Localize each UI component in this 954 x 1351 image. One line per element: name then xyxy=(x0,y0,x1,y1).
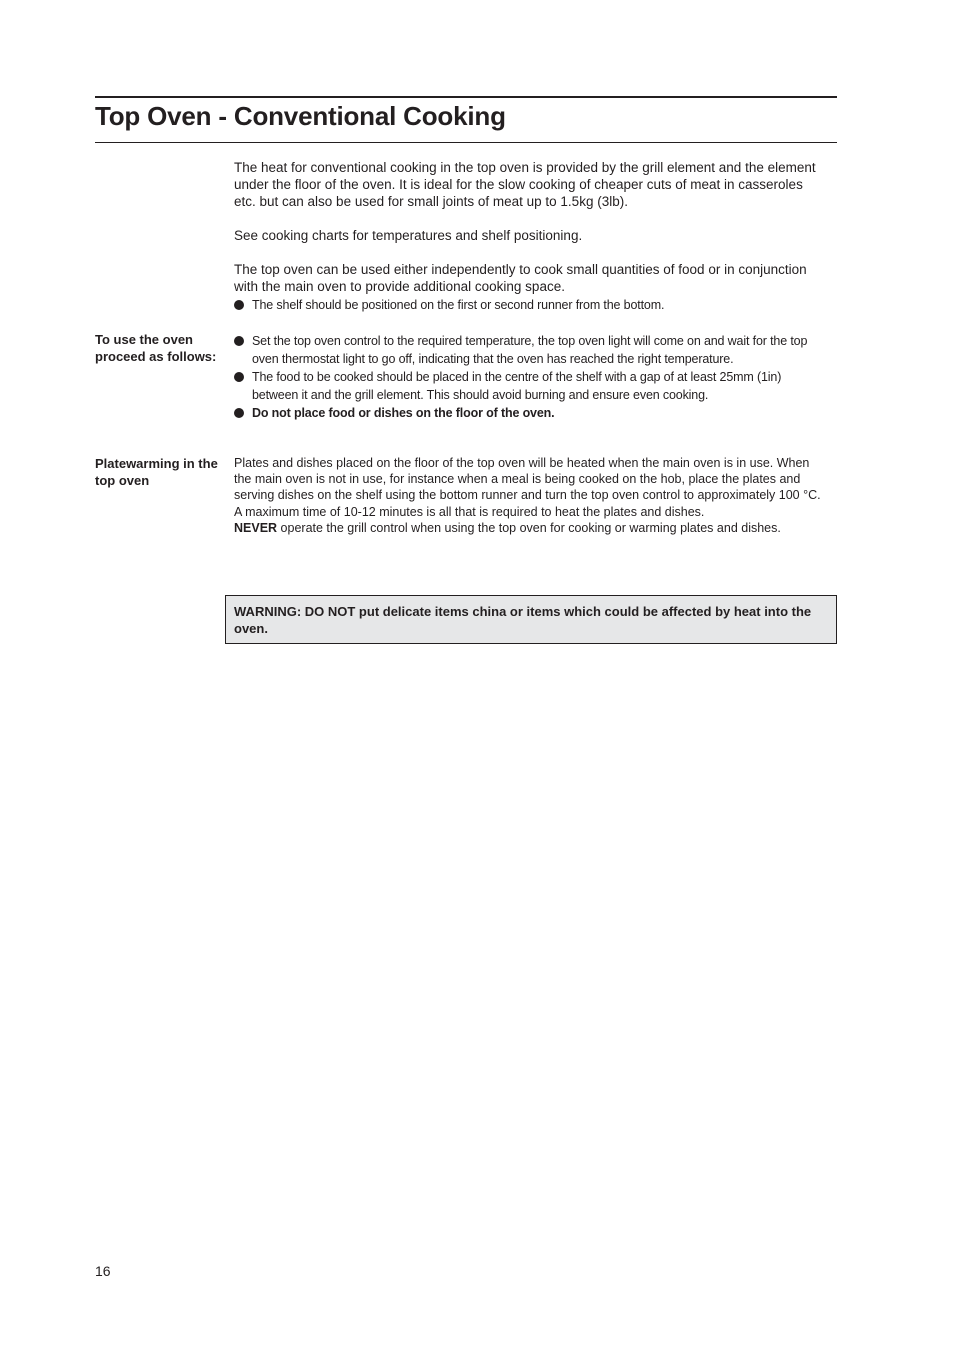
use-oven-label: To use the oven proceed as follows: xyxy=(95,332,217,364)
bullet-dot-icon xyxy=(234,408,244,418)
never-emphasis: NEVER xyxy=(234,520,278,535)
intro-paragraph-2-wrap xyxy=(234,227,826,244)
warning-box xyxy=(225,595,837,644)
use-oven-bullets xyxy=(234,332,826,422)
bullet-dot-icon xyxy=(234,300,244,310)
title-top-rule xyxy=(95,96,837,98)
page-number: 16 xyxy=(95,1263,111,1279)
never-text: operate the grill control when using the top oven for cooking or warming plates and dishes. xyxy=(277,520,781,535)
bullet-dot-icon xyxy=(234,336,244,346)
platewarming-section xyxy=(234,455,826,536)
use-oven-bullet-1: Set the top oven control to the required temperature, the top oven light will come on and wait for the top oven thermostat light to go off, indicating that the oven has reached the right temperature. xyxy=(252,334,808,366)
list-item xyxy=(234,368,826,404)
list-item xyxy=(234,332,826,368)
intro-paragraph-2: See cooking charts for temperatures and shelf positioning. xyxy=(234,228,583,243)
warning-text: WARNING: DO NOT put delicate items china or items which could be affected by heat into the oven. xyxy=(234,604,812,636)
use-oven-bullet-3: Do not place food or dishes on the floor of the oven. xyxy=(252,406,555,420)
use-oven-bullet-2: The food to be cooked should be placed in the centre of the shelf with a gap of at least 25mm (1in) between it and the grill element. This should avoid burning and ensure even cooking. xyxy=(252,370,782,402)
intro-bullet-text: The shelf should be positioned on the first or second runner from the bottom. xyxy=(252,298,665,312)
intro-paragraph-3-wrap xyxy=(234,261,826,295)
list-item xyxy=(234,404,826,422)
intro-paragraph-3: The top oven can be used either independently to cook small quantities of food or in conjunction with the main oven to provide additional cooking space. xyxy=(234,262,807,294)
intro-bullet-wrap xyxy=(234,296,826,314)
platewarming-never-line xyxy=(234,520,826,536)
intro-section xyxy=(234,159,826,210)
page-title: Top Oven - Conventional Cooking xyxy=(95,101,506,131)
title-bottom-rule xyxy=(95,142,837,143)
platewarming-label: Platewarming in the top oven xyxy=(95,456,218,488)
platewarming-text: Plates and dishes placed on the floor of the top oven will be heated when the main oven is in use. When the main oven is not in use, for instance when a meal is being cooked on the hob, place the plates and serving dishes on the shelf using the bottom runner and turn the top oven control to approximately 100 °C. A maximum time of 10-12 minutes is all that is required to heat the plates and dishes. xyxy=(234,456,821,519)
intro-bullet xyxy=(234,296,826,314)
intro-paragraph-1: The heat for conventional cooking in the top oven is provided by the grill element and the element under the floor of the oven. It is ideal for the slow cooking of cheaper cuts of meat in casseroles etc. but can also be used for small joints of meat up to 1.5kg (3lb). xyxy=(234,160,816,209)
bullet-dot-icon xyxy=(234,372,244,382)
